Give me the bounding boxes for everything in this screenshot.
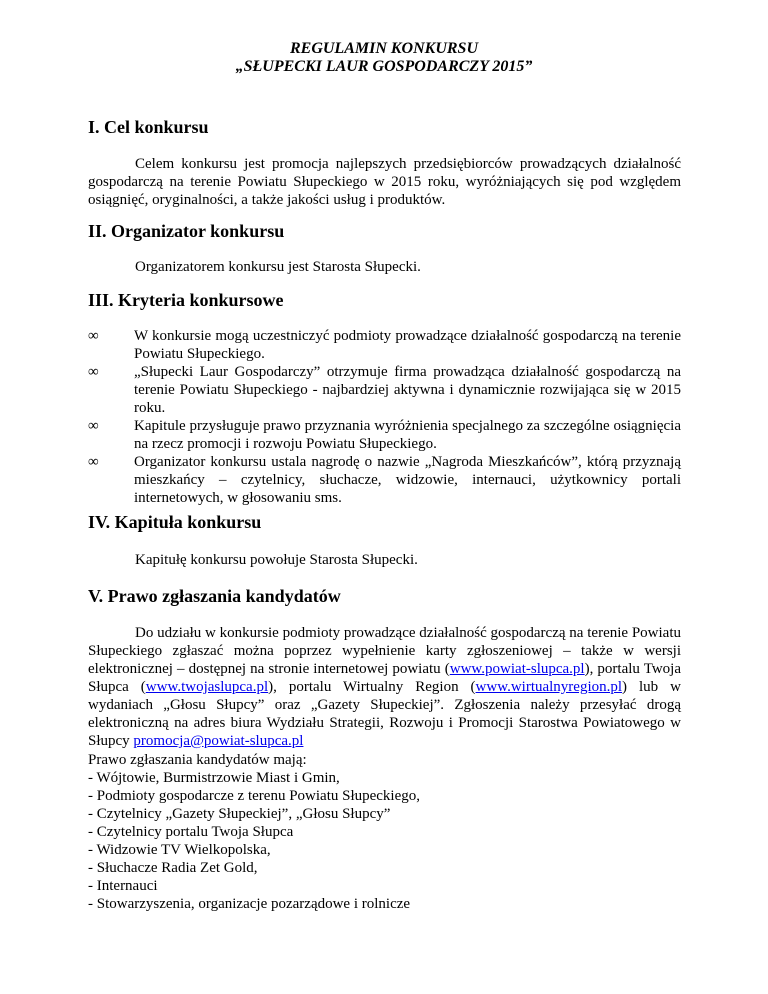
section-1-text: Celem konkursu jest promocja najlepszych przedsiębiorców prowadzących działalność gospodarczą na terenie Powiatu Słupeckiego w 2015 roku, wyróżniających się pod względem osiągnięć, oryginalności, a także jakości usług i produktów. — [88, 156, 681, 208]
criteria-item: ∞ Organizator konkursu ustala nagrodę o nazwie „Nagroda Mieszkańców”, którą przyznają mieszkańcy – czytelnicy, słuchacze, widzowie, internauci, użytkownicy portali internetowych, w głosowaniu sms. — [88, 454, 681, 506]
list-item: - Internauci — [88, 878, 158, 894]
bullet-infinity-icon: ∞ — [88, 418, 99, 434]
criteria-item: ∞ Kapitule przysługuje prawo przyznania wyróżnienia specjalnego za szczególne osiągnięcia na rzecz promocji i rozwoju Powiatu Słupeckiego. — [88, 418, 681, 452]
section-2-text: Organizatorem konkursu jest Starosta Słupecki. — [135, 259, 421, 275]
link-powiat-slupca[interactable]: www.powiat-slupca.pl — [449, 661, 585, 677]
list-item: - Stowarzyszenia, organizacje pozarządowe i rolnicze — [88, 896, 411, 912]
section-1-heading: I. Cel konkursu — [88, 117, 209, 137]
section-4-text: Kapitułę konkursu powołuje Starosta Słupecki. — [135, 552, 418, 568]
list-item: - Widzowie TV Wielkopolska, — [88, 842, 271, 858]
bullet-infinity-icon: ∞ — [88, 454, 99, 470]
section-5-paragraph: Do udziału w konkursie podmioty prowadzące działalność gospodarczą na terenie Powiatu Słupeckiego zgłaszać można poprzez wypełnienie karty zgłoszeniowej – także w wersji elektronicznej – dostępnej na stronie internetowej powiatu (www.powiat-slupca.pl), portalu Twoja Słupca (www.twojaslupca.pl), portalu Wirtualny Region (www.wirtualnyregion.pl) lub w wydaniach „Głosu Słupcy” oraz „Gazety Słupeckiej”. Zgłoszenia należy przesyłać drogą elektroniczną na adres biura Wydziału Strategii, Rozwoju i Promocji Starostwa Powiatowego w Słupcy promocja@powiat-slupca.pl — [88, 625, 681, 749]
bullet-infinity-icon: ∞ — [88, 364, 99, 380]
list-item: - Słuchacze Radia Zet Gold, — [88, 860, 258, 876]
criteria-list — [88, 327, 681, 507]
link-email-promocja[interactable]: promocja@powiat-slupca.pl — [133, 733, 304, 749]
section-3-heading: III. Kryteria konkursowe — [88, 290, 284, 310]
bullet-infinity-icon: ∞ — [88, 328, 99, 344]
list-item: - Podmioty gospodarcze z terenu Powiatu Słupeckiego, — [88, 788, 421, 804]
doc-title-line2: „SŁUPECKI LAUR GOSPODARCZY 2015” — [235, 58, 533, 75]
section-2-heading: II. Organizator konkursu — [88, 221, 285, 241]
section-4-heading: IV. Kapituła konkursu — [88, 512, 262, 532]
list-item: - Czytelnicy „Gazety Słupeckiej”, „Głosu Słupcy” — [88, 806, 391, 822]
list-item: - Wójtowie, Burmistrzowie Miast i Gmin, — [88, 770, 340, 786]
doc-title-line1: REGULAMIN KONKURSU — [289, 40, 479, 57]
criteria-item: ∞ W konkursie mogą uczestniczyć podmioty prowadzące działalność gospodarczą na terenie Powiatu Słupeckiego. — [88, 328, 681, 362]
list-intro: Prawo zgłaszania kandydatów mają: — [88, 752, 307, 768]
list-item: - Czytelnicy portalu Twoja Słupca — [88, 824, 294, 840]
section-5-heading: V. Prawo zgłaszania kandydatów — [88, 586, 341, 606]
criteria-item: ∞ „Słupecki Laur Gospodarczy” otrzymuje firma prowadząca działalność gospodarczą na terenie Powiatu Słupeckiego - najbardziej aktywna i dynamicznie rozwijająca się w 2015 roku. — [88, 364, 681, 416]
link-wirtualnyregion[interactable]: www.wirtualnyregion.pl — [475, 679, 623, 695]
link-twojaslupca[interactable]: www.twojaslupca.pl — [145, 679, 269, 695]
